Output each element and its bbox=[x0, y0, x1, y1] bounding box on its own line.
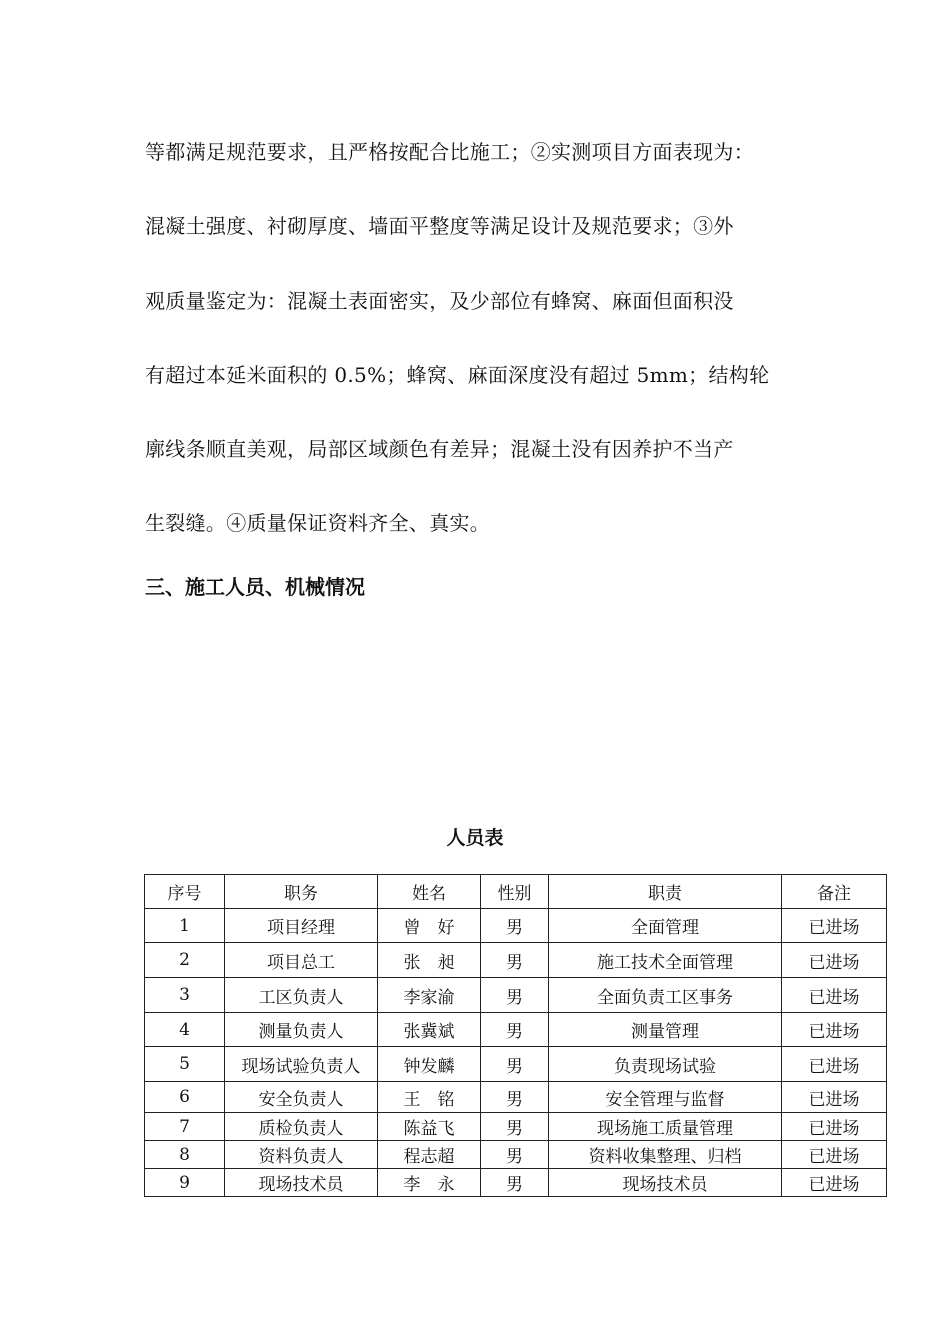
cell-duty: 全面负责工区事务 bbox=[549, 978, 782, 1013]
cell-remark: 已进场 bbox=[782, 1169, 887, 1197]
cell-duty: 资料收集整理、归档 bbox=[549, 1141, 782, 1169]
cell-name: 李 永 bbox=[378, 1169, 481, 1197]
cell-index: 1 bbox=[145, 909, 225, 943]
cell-position: 项目总工 bbox=[225, 943, 378, 978]
header-duty: 职责 bbox=[549, 875, 782, 909]
header-position: 职务 bbox=[225, 875, 378, 909]
cell-remark: 已进场 bbox=[782, 1013, 887, 1047]
cell-duty: 施工技术全面管理 bbox=[549, 943, 782, 978]
cell-index: 9 bbox=[145, 1169, 225, 1197]
cell-gender: 男 bbox=[481, 943, 549, 978]
cell-remark: 已进场 bbox=[782, 1113, 887, 1141]
table-row bbox=[145, 1047, 887, 1082]
cell-index: 7 bbox=[145, 1113, 225, 1141]
cell-index: 5 bbox=[145, 1047, 225, 1082]
cell-name: 张冀斌 bbox=[378, 1013, 481, 1047]
paragraph-line: 廓线条顺直美观，局部区域颜色有差异；混凝土没有因养护不当产 bbox=[145, 437, 734, 461]
cell-remark: 已进场 bbox=[782, 909, 887, 943]
cell-gender: 男 bbox=[481, 909, 549, 943]
cell-gender: 男 bbox=[481, 1141, 549, 1169]
cell-name: 李家渝 bbox=[378, 978, 481, 1013]
cell-name: 张 昶 bbox=[378, 943, 481, 978]
cell-duty: 现场施工质量管理 bbox=[549, 1113, 782, 1141]
cell-index: 6 bbox=[145, 1082, 225, 1113]
table-row bbox=[145, 978, 887, 1013]
cell-index: 8 bbox=[145, 1141, 225, 1169]
cell-remark: 已进场 bbox=[782, 978, 887, 1013]
cell-duty: 全面管理 bbox=[549, 909, 782, 943]
cell-index: 2 bbox=[145, 943, 225, 978]
personnel-table bbox=[144, 874, 887, 1197]
cell-remark: 已进场 bbox=[782, 1082, 887, 1113]
cell-duty: 现场技术员 bbox=[549, 1169, 782, 1197]
header-gender: 性别 bbox=[481, 875, 549, 909]
cell-gender: 男 bbox=[481, 1047, 549, 1082]
cell-position: 现场试验负责人 bbox=[225, 1047, 378, 1082]
section-heading: 三、施工人员、机械情况 bbox=[145, 575, 365, 599]
cell-remark: 已进场 bbox=[782, 943, 887, 978]
table-row bbox=[145, 943, 887, 978]
cell-index: 3 bbox=[145, 978, 225, 1013]
cell-remark: 已进场 bbox=[782, 1141, 887, 1169]
table-row bbox=[145, 909, 887, 943]
cell-gender: 男 bbox=[481, 978, 549, 1013]
table-header-row bbox=[145, 875, 887, 909]
cell-name: 程志超 bbox=[378, 1141, 481, 1169]
header-index: 序号 bbox=[145, 875, 225, 909]
paragraph-line: 生裂缝。④质量保证资料齐全、真实。 bbox=[145, 511, 491, 535]
cell-name: 王 铭 bbox=[378, 1082, 481, 1113]
cell-duty: 负责现场试验 bbox=[549, 1047, 782, 1082]
cell-gender: 男 bbox=[481, 1013, 549, 1047]
cell-remark: 已进场 bbox=[782, 1047, 887, 1082]
cell-position: 质检负责人 bbox=[225, 1113, 378, 1141]
cell-gender: 男 bbox=[481, 1082, 549, 1113]
cell-gender: 男 bbox=[481, 1113, 549, 1141]
cell-name: 钟发麟 bbox=[378, 1047, 481, 1082]
table-title: 人员表 bbox=[446, 827, 504, 849]
table-row bbox=[145, 1013, 887, 1047]
cell-gender: 男 bbox=[481, 1169, 549, 1197]
cell-duty: 安全管理与监督 bbox=[549, 1082, 782, 1113]
cell-index: 4 bbox=[145, 1013, 225, 1047]
header-remark: 备注 bbox=[782, 875, 887, 909]
cell-position: 安全负责人 bbox=[225, 1082, 378, 1113]
header-name: 姓名 bbox=[378, 875, 481, 909]
cell-position: 资料负责人 bbox=[225, 1141, 378, 1169]
cell-name: 陈益飞 bbox=[378, 1113, 481, 1141]
paragraph-line: 等都满足规范要求，且严格按配合比施工；②实测项目方面表现为： bbox=[145, 140, 754, 164]
cell-position: 项目经理 bbox=[225, 909, 378, 943]
paragraph-line: 混凝土强度、衬砌厚度、墙面平整度等满足设计及规范要求；③外 bbox=[145, 214, 734, 238]
table-row bbox=[145, 1169, 887, 1197]
table-row bbox=[145, 1082, 887, 1113]
table-row bbox=[145, 1141, 887, 1169]
table-row bbox=[145, 1113, 887, 1141]
cell-position: 现场技术员 bbox=[225, 1169, 378, 1197]
paragraph-line: 观质量鉴定为：混凝土表面密实，及少部位有蜂窝、麻面但面积没 bbox=[145, 289, 734, 313]
cell-name: 曾 好 bbox=[378, 909, 481, 943]
cell-position: 测量负责人 bbox=[225, 1013, 378, 1047]
cell-duty: 测量管理 bbox=[549, 1013, 782, 1047]
paragraph-line: 有超过本延米面积的 0.5%；蜂窝、麻面深度没有超过 5mm；结构轮 bbox=[145, 363, 770, 387]
cell-position: 工区负责人 bbox=[225, 978, 378, 1013]
